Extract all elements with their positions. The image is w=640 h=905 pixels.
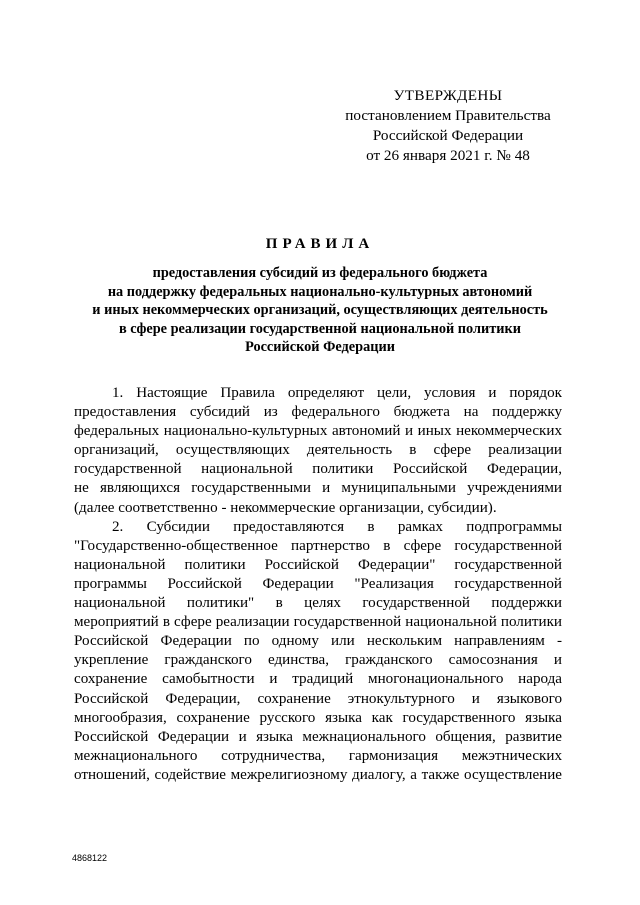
approval-title: УТВЕРЖДЕНЫ bbox=[393, 87, 503, 104]
subtitle-line: на поддержку федеральных национально-культурных автономий bbox=[107, 283, 533, 300]
text-line: многообразия, сохранение русского языка как государственного языка bbox=[74, 709, 562, 726]
document-code: 4868122 bbox=[72, 853, 108, 863]
subtitle-line: и иных некоммерческих организаций, осуществляющих деятельность bbox=[92, 302, 548, 318]
paragraph-1 bbox=[74, 384, 562, 518]
document-subtitle bbox=[0, 264, 640, 357]
paragraph-2 bbox=[74, 518, 562, 785]
text-line: "Государственно-общественное партнерство в сфере государственной bbox=[74, 537, 562, 554]
text-line: укрепление гражданского единства, гражданского самосознания и bbox=[74, 652, 562, 669]
text-line: 1. Настоящие Правила определяют цели, условия и порядок bbox=[112, 385, 562, 401]
text-line: национальной политики" в целях государственной поддержки bbox=[74, 595, 562, 612]
approval-block bbox=[320, 86, 576, 166]
text-line: Российской Федерации, сохранение этнокультурного и языкового bbox=[74, 690, 562, 707]
text-line: Российской Федерации по одному или нескольким направлениям - bbox=[74, 633, 562, 650]
text-line: мероприятий в сфере реализации государственной национальной политики bbox=[74, 614, 562, 631]
subtitle-line: предоставления субсидий из федерального бюджета bbox=[152, 265, 488, 281]
text-line: сохранение самобытности и традиций многонационального народа bbox=[74, 671, 562, 688]
approval-line-2: Российской Федерации bbox=[372, 127, 524, 144]
text-line: национальной политики Российской Федерации" государственной bbox=[74, 556, 562, 573]
document-heading: ПРАВИЛА bbox=[265, 236, 375, 252]
approval-date-line: от 26 января 2021 г. № 48 bbox=[366, 147, 530, 164]
text-line: межнационального сотрудничества, гармонизация межэтнических bbox=[74, 747, 562, 764]
text-line: организаций, осуществляющих деятельность в сфере реализации bbox=[74, 442, 562, 459]
text-line: государственной национальной политики Российской Федерации, bbox=[74, 461, 562, 478]
text-line: Российской Федерации и языка межнационального общения, развитие bbox=[74, 728, 562, 745]
subtitle-line: Российской Федерации bbox=[245, 339, 395, 355]
document-body bbox=[74, 384, 562, 785]
text-line: отношений, содействие межрелигиозному диалогу, а также осуществление bbox=[74, 766, 562, 783]
text-line: программы Российской Федерации "Реализация государственной bbox=[74, 575, 562, 592]
approval-line-1: постановлением Правительства bbox=[345, 107, 551, 124]
text-line: федеральных национально-культурных автономий и иных некоммерческих bbox=[74, 423, 562, 440]
text-line: (далее соответственно - некоммерческие организации, субсидии). bbox=[74, 499, 497, 516]
text-line: не являющихся государственными и муниципальными учреждениями bbox=[74, 480, 562, 497]
text-line: предоставления субсидий из федерального бюджета на поддержку bbox=[74, 404, 562, 421]
text-line: 2. Субсидии предоставляются в рамках подпрограммы bbox=[112, 518, 562, 535]
subtitle-line: в сфере реализации государственной национальной политики bbox=[119, 320, 521, 337]
